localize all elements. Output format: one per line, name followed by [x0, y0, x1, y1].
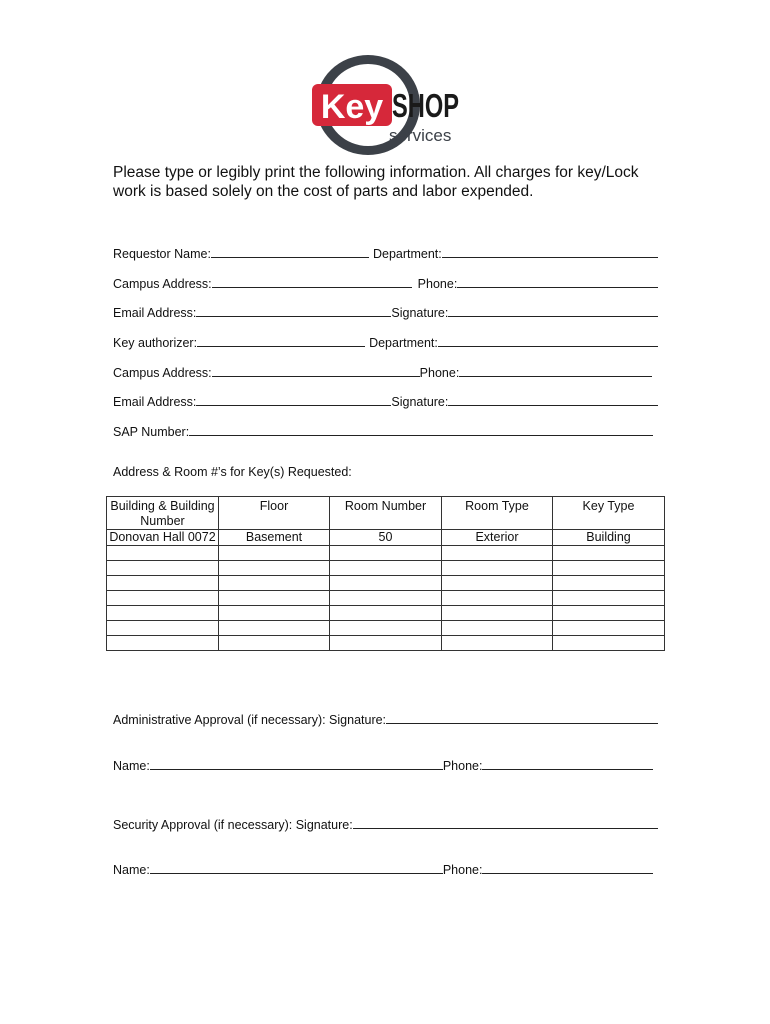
table-cell[interactable] — [219, 546, 330, 561]
intro-text: Please type or legibly print the following information. All charges for key/Lock work is based solely on the cost of parts and labor expended. — [113, 164, 639, 200]
table-cell[interactable] — [219, 561, 330, 576]
table-cell[interactable] — [107, 546, 219, 561]
requestor-signature-field[interactable] — [448, 316, 658, 317]
table-cell[interactable] — [553, 561, 665, 576]
requestor-email-field[interactable] — [196, 316, 391, 317]
authorizer-email-row — [113, 391, 658, 409]
table-cell[interactable] — [330, 636, 442, 651]
authorizer-phone-field[interactable] — [459, 376, 652, 377]
security-approval-name-row — [113, 859, 658, 877]
table-cell[interactable]: Building — [553, 530, 665, 546]
key-shop-services-logo — [312, 52, 462, 158]
table-cell[interactable] — [553, 606, 665, 621]
table-cell[interactable] — [107, 591, 219, 606]
table-cell[interactable] — [553, 576, 665, 591]
keys-requested-table — [106, 496, 665, 651]
table-cell[interactable] — [330, 561, 442, 576]
key-authorizer-label: Key authorizer: — [113, 336, 198, 350]
header-room-type: Room Type — [442, 497, 553, 530]
security-approval-signature-field[interactable] — [353, 828, 658, 829]
header-building: Building & Building Number — [107, 497, 219, 530]
authorizer-department-field[interactable] — [438, 346, 658, 347]
key-authorizer-field[interactable] — [197, 346, 365, 347]
table-cell[interactable] — [107, 561, 219, 576]
requestor-department-label: Department: — [372, 247, 442, 261]
table-cell[interactable] — [219, 576, 330, 591]
authorizer-department-label: Department: — [369, 336, 438, 350]
admin-approval-phone-label: Phone: — [442, 759, 483, 773]
table-cell[interactable] — [219, 621, 330, 636]
admin-approval-phone-field[interactable] — [482, 769, 653, 770]
security-approval-signature-row — [113, 814, 658, 832]
admin-approval-name-row — [113, 755, 658, 773]
table-cell[interactable] — [107, 621, 219, 636]
authorizer-signature-field[interactable] — [448, 405, 658, 406]
table-cell[interactable] — [553, 546, 665, 561]
authorizer-campus-address-row — [113, 362, 658, 380]
table-cell[interactable] — [107, 576, 219, 591]
table-cell[interactable]: Donovan Hall 0072 — [107, 530, 219, 546]
sap-number-field[interactable] — [189, 435, 653, 436]
table-cell[interactable] — [553, 621, 665, 636]
table-row — [107, 591, 665, 606]
security-approval-phone-label: Phone: — [442, 863, 483, 877]
authorizer-email-field[interactable] — [196, 405, 391, 406]
keys-requested-label: Address & Room #’s for Key(s) Requested: — [113, 465, 352, 479]
authorizer-signature-label: Signature: — [391, 395, 449, 409]
requestor-name-field[interactable] — [211, 257, 369, 258]
table-row — [107, 546, 665, 561]
requestor-phone-label: Phone: — [417, 277, 458, 291]
table-cell[interactable] — [442, 636, 553, 651]
table-row — [107, 636, 665, 651]
table-cell[interactable] — [442, 591, 553, 606]
table-cell[interactable] — [107, 636, 219, 651]
svg-text:Key: Key — [320, 88, 384, 126]
admin-approval-signature-field[interactable] — [386, 723, 658, 724]
table-cell[interactable] — [330, 576, 442, 591]
requestor-email-row — [113, 302, 658, 320]
admin-approval-name-field[interactable] — [150, 769, 443, 770]
table-cell[interactable] — [442, 576, 553, 591]
table-cell[interactable] — [330, 591, 442, 606]
table-row — [107, 621, 665, 636]
table-cell[interactable] — [330, 621, 442, 636]
table-row — [107, 530, 665, 546]
requestor-phone-field[interactable] — [457, 287, 658, 288]
table-cell[interactable]: Exterior — [442, 530, 553, 546]
svg-text:SHOP: SHOP — [392, 87, 459, 124]
table-row — [107, 606, 665, 621]
table-cell[interactable] — [330, 606, 442, 621]
table-cell[interactable] — [442, 546, 553, 561]
table-row — [107, 576, 665, 591]
admin-approval-signature-row — [113, 709, 658, 727]
table-cell[interactable] — [219, 606, 330, 621]
table-cell[interactable] — [442, 561, 553, 576]
authorizer-phone-label: Phone: — [419, 366, 460, 380]
header-key-type: Key Type — [553, 497, 665, 530]
security-approval-name-label: Name: — [113, 863, 150, 877]
requestor-campus-address-field[interactable] — [212, 287, 412, 288]
table-header-row — [107, 497, 665, 530]
authorizer-campus-address-field[interactable] — [212, 376, 420, 377]
table-cell[interactable] — [553, 591, 665, 606]
table-row — [107, 561, 665, 576]
requestor-name-row — [113, 243, 658, 261]
header-floor: Floor — [219, 497, 330, 530]
security-approval-phone-field[interactable] — [482, 873, 653, 874]
table-cell[interactable]: 50 — [330, 530, 442, 546]
security-approval-signature-label: Security Approval (if necessary): Signature: — [113, 818, 353, 832]
table-cell[interactable] — [107, 606, 219, 621]
admin-approval-signature-label: Administrative Approval (if necessary): Signature: — [113, 713, 387, 727]
admin-approval-name-label: Name: — [113, 759, 150, 773]
requestor-department-field[interactable] — [442, 257, 658, 258]
sap-number-row — [113, 421, 658, 439]
header-room-number: Room Number — [330, 497, 442, 530]
table-cell[interactable] — [330, 546, 442, 561]
requestor-name-label: Requestor Name: — [113, 247, 211, 261]
authorizer-email-label: Email Address: — [113, 395, 197, 409]
sap-number-label: SAP Number: — [113, 425, 190, 439]
table-cell[interactable] — [219, 636, 330, 651]
security-approval-name-field[interactable] — [150, 873, 443, 874]
key-authorizer-row — [113, 332, 658, 350]
svg-text:services: services — [389, 126, 452, 145]
table-cell[interactable] — [442, 606, 553, 621]
requestor-email-label: Email Address: — [113, 306, 197, 320]
table-cell[interactable]: Basement — [219, 530, 330, 546]
table-cell[interactable] — [219, 591, 330, 606]
table-cell[interactable] — [553, 636, 665, 651]
requestor-signature-label: Signature: — [391, 306, 449, 320]
requestor-campus-address-row — [113, 273, 658, 291]
table-cell[interactable] — [442, 621, 553, 636]
authorizer-campus-address-label: Campus Address: — [113, 366, 212, 380]
requestor-campus-address-label: Campus Address: — [113, 277, 212, 291]
